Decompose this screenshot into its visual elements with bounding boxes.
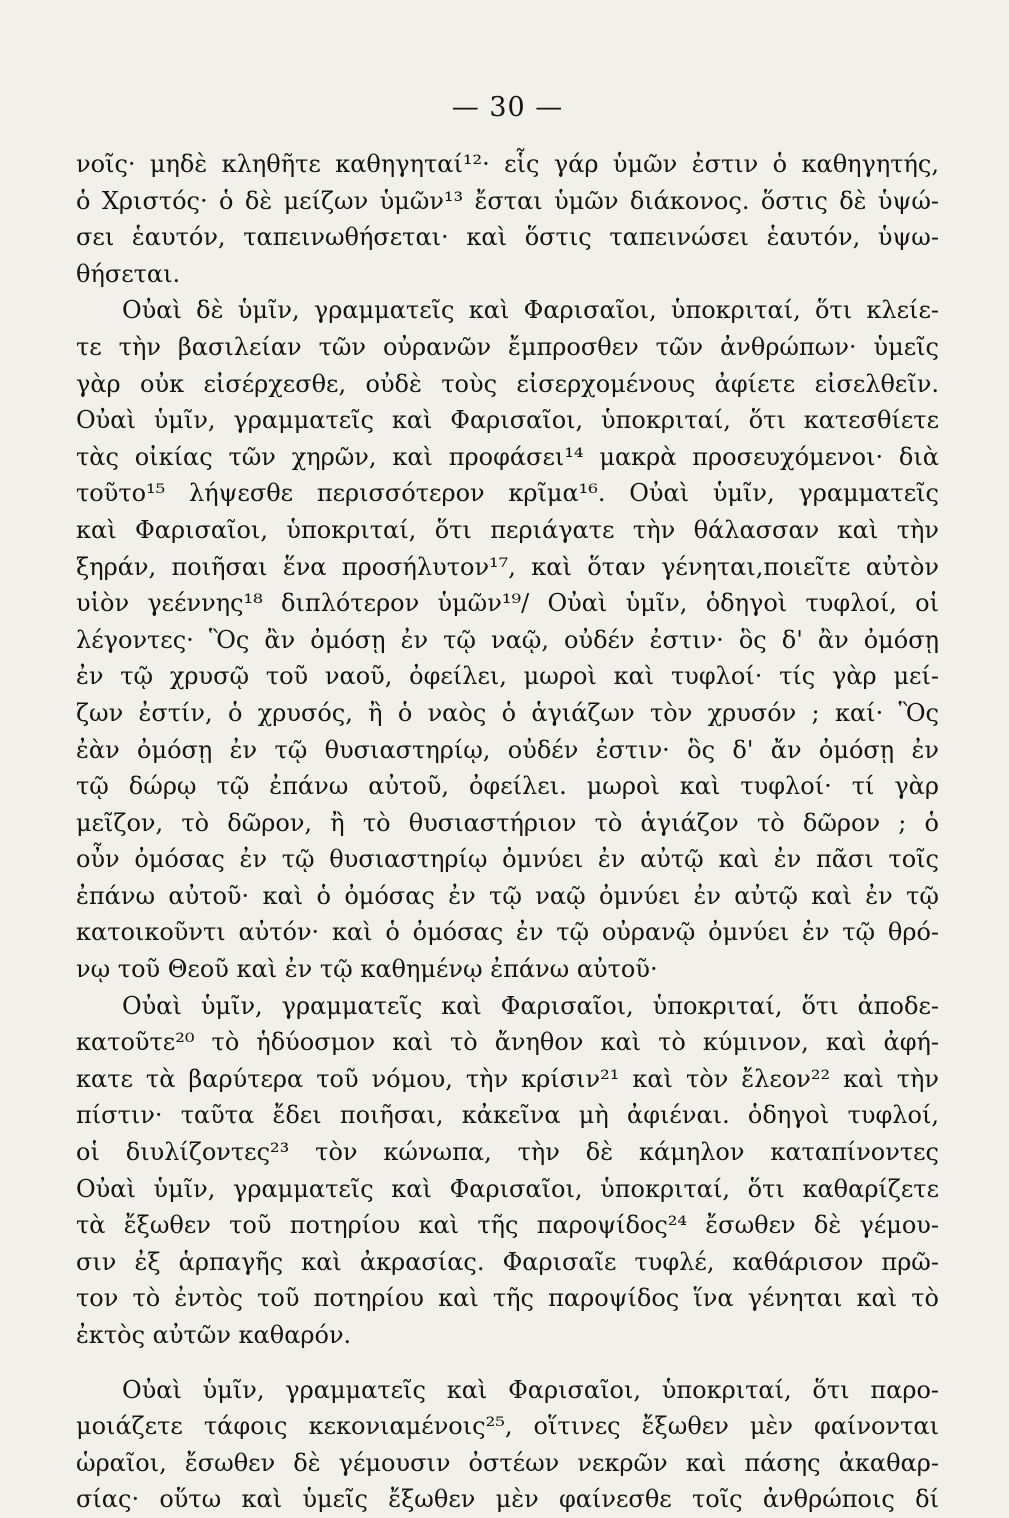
text-line: μοιάζετε τάφοις κεκονιαμένοις²⁵, οἵτινες ἔξωθεν μὲν φαίνονται <box>76 1412 939 1441</box>
text-line: ξηράν, ποιῆσαι ἕνα προσήλυτον¹⁷, καὶ ὅταν γένηται,ποιεῖτε αὐτὸν <box>76 552 939 581</box>
text-line: ἐπάνω αὐτοῦ· καὶ ὁ ὀμόσας ἐν τῷ ναῷ ὀμνύει ἐν αὐτῷ καὶ ἐν τῷ <box>76 881 939 910</box>
text-line: κατοικοῦντι αὐτόν· καὶ ὁ ὀμόσας ἐν τῷ οὐρανῷ ὀμνύει ἐν τῷ θρό- <box>76 918 939 947</box>
text-line: Οὐαὶ ὑμῖν, γραμματεῖς καὶ Φαρισαῖοι, ὑποκριταί, ὅτι καθαρίζετε <box>76 1174 939 1203</box>
text-line: οὖν ὀμόσας ἐν τῷ θυσιαστηρίῳ ὀμνύει ἐν αὐτῷ καὶ ἐν πᾶσι τοῖς <box>76 845 939 874</box>
text-line: νῳ τοῦ Θεοῦ καὶ ἐν τῷ καθημένῳ ἐπάνω αὐτοῦ· <box>76 955 658 984</box>
text-line: κατοῦτε²⁰ τὸ ἡδύοσμον καὶ τὸ ἄνηθον καὶ τὸ κύμινον, καὶ ἀφή- <box>76 1028 939 1057</box>
text-line: σει ἑαυτόν, ταπεινωθήσεται· καὶ ὅστις ταπεινώσει ἑαυτόν, ὑψω- <box>76 223 939 252</box>
text-line: τὰ ἔξωθεν τοῦ ποτηρίου καὶ τῆς παροψίδος²⁴ ἔσωθεν δὲ γέμου- <box>76 1211 939 1240</box>
text-line: ἐν τῷ χρυσῷ τοῦ ναοῦ, ὀφείλει, μωροὶ καὶ τυφλοί· τίς γὰρ μεί- <box>76 662 939 691</box>
page-number: — 30 — <box>451 92 564 123</box>
text-line: ἐὰν ὀμόσῃ ἐν τῷ θυσιαστηρίῳ, οὐδέν ἐστιν· ὃς δ' ἄν ὀμόσῃ ἐν <box>76 735 939 764</box>
text-line: Οὐαὶ ὑμῖν, γραμματεῖς καὶ Φαρισαῖοι, ὑποκριταί, ὅτι ἀποδε- <box>122 991 939 1020</box>
text-line: ὁ Χριστός· ὁ δὲ μείζων ὑμῶν¹³ ἔσται ὑμῶν διάκονος. ὅστις δὲ ὑψώ- <box>76 186 939 215</box>
paragraph <box>76 1372 939 1518</box>
paragraph <box>76 988 939 1354</box>
text-line: τοῦτο¹⁵ λήψεσθε περισσότερον κρῖμα¹⁶. Οὐαὶ ὑμῖν, γραμματεῖς <box>76 479 939 508</box>
text-line: γὰρ οὐκ εἰσέρχεσθε, οὐδὲ τοὺς εἰσερχομένους ἀφίετε εἰσελθεῖν. <box>76 369 939 398</box>
text-line: νοῖς· μηδὲ κληθῆτε καθηγηταί¹²· εἷς γάρ ὑμῶν ἐστιν ὁ καθηγητής, <box>76 150 939 178</box>
text-line: οἱ διυλίζοντες²³ τὸν κώνωπα, τὴν δὲ κάμηλον καταπίνοντες <box>76 1138 939 1167</box>
text-line: ἐκτὸς αὐτῶν καθαρόν. <box>76 1321 352 1349</box>
text-line: Οὐαὶ δὲ ὑμῖν, γραμματεῖς καὶ Φαρισαῖοι, ὑποκριταί, ὅτι κλείε- <box>122 296 939 325</box>
text-line: Οὐαὶ ὑμῖν, γραμματεῖς καὶ Φαρισαῖοι, ὑποκριταί, ὅτι παρο- <box>122 1375 939 1404</box>
paragraph <box>76 146 939 292</box>
text-line: Οὐαὶ ὑμῖν, γραμματεῖς καὶ Φαρισαῖοι, ὑποκριταί, ὅτι κατεσθίετε <box>76 406 939 435</box>
text-line: υἱὸν γεέννης¹⁸ διπλότερον ὑμῶν¹⁹/ Οὐαὶ ὑμῖν, ὁδηγοὶ τυφλοί, οἱ <box>76 589 939 618</box>
text-line: καὶ Φαρισαῖοι, ὑποκριταί, ὅτι περιάγατε τὴν θάλασσαν καὶ τὴν <box>76 515 939 544</box>
text-line: λέγοντες· Ὃς ἂν ὀμόσῃ ἐν τῷ ναῷ, οὐδέν ἐστιν· ὃς δ' ἂν ὀμόσῃ <box>76 625 939 654</box>
text-line: τον τὸ ἐντὸς τοῦ ποτηρίου καὶ τῆς παροψίδος ἵνα γένηται καὶ τὸ <box>76 1284 939 1313</box>
text-line: σιν ἐξ ἁρπαγῆς καὶ ἀκρασίας. Φαρισαῖε τυφλέ, καθάρισον πρῶ- <box>76 1247 939 1276</box>
text-line: τε τὴν βασιλείαν τῶν οὐρανῶν ἔμπροσθεν τῶν ἀνθρώπων· ὑμεῖς <box>76 332 939 361</box>
text-line: ὡραῖοι, ἔσωθεν δὲ γέμουσιν ὀστέων νεκρῶν καὶ πάσης ἀκαθαρ- <box>76 1448 939 1477</box>
text-line: μεῖζον, τὸ δῶρον, ἢ τὸ θυσιαστήριον τὸ ἁγιάζον τὸ δῶρον ; ὁ <box>76 808 939 837</box>
text-line: τῷ δώρῳ τῷ ἐπάνω αὐτοῦ, ὀφείλει. μωροὶ καὶ τυφλοί· τί γὰρ <box>76 772 939 801</box>
paragraph <box>76 292 939 987</box>
text-line: ζων ἐστίν, ὁ χρυσός, ἢ ὁ ναὸς ὁ ἁγιάζων τὸν χρυσόν ; καί· Ὃς <box>76 698 939 727</box>
text-line: πίστιν· ταῦτα ἔδει ποιῆσαι, κἀκεῖνα μὴ ἀφιέναι. ὁδηγοὶ τυφλοί, <box>76 1101 939 1130</box>
text-line: κατε τὰ βαρύτερα τοῦ νόμου, τὴν κρίσιν²¹ καὶ τὸν ἔλεον²² καὶ τὴν <box>76 1064 939 1093</box>
text-line: τὰς οἰκίας τῶν χηρῶν, καὶ προφάσει¹⁴ μακρὰ προσευχόμενοι· διὰ <box>76 442 939 471</box>
text-line: σίας· οὕτω καὶ ὑμεῖς ἔξωθεν μὲν φαίνεσθε τοῖς ἀνθρώποις δί <box>76 1485 939 1514</box>
text-line: θήσεται. <box>76 259 181 288</box>
